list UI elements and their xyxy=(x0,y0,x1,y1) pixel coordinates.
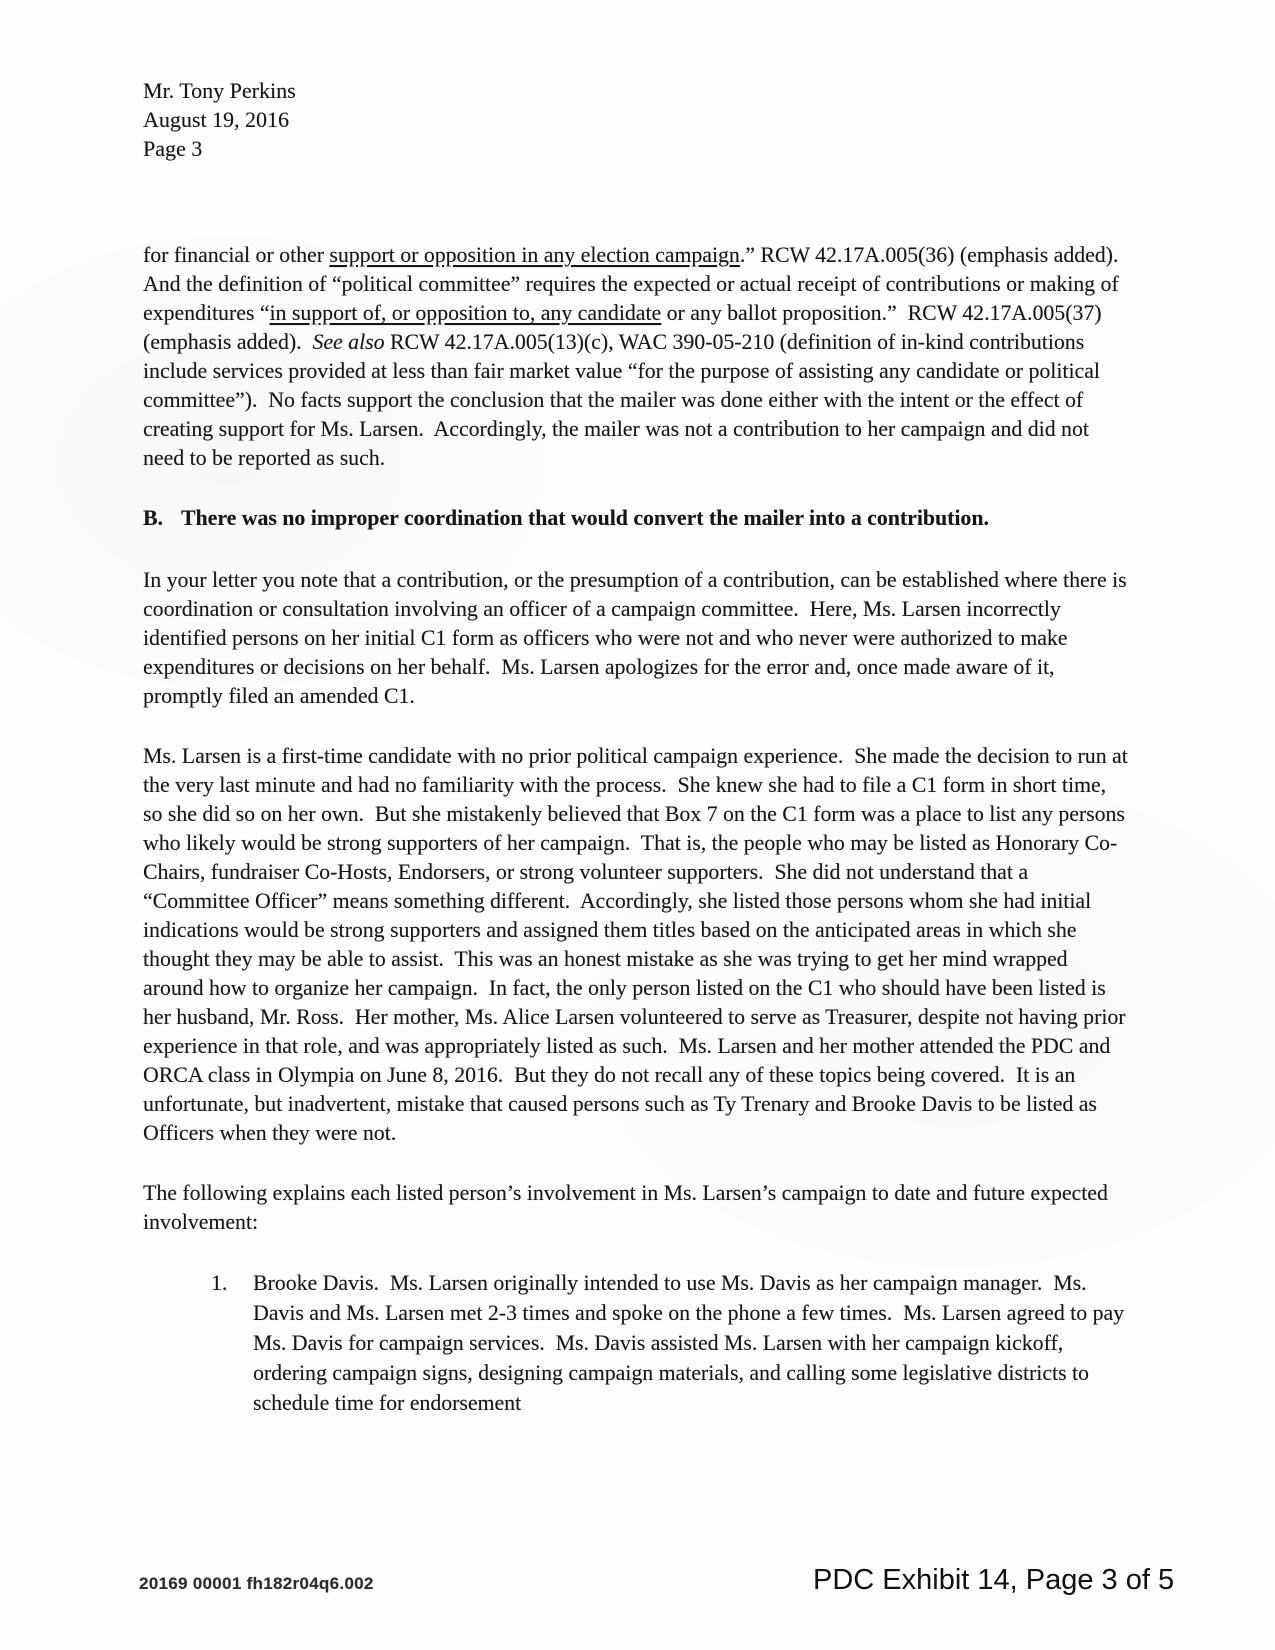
section-title: There was no improper coordination that would convert the mailer into a contribution. xyxy=(181,506,989,530)
paragraph-definitions xyxy=(143,241,1128,473)
bates-number: 20169 00001 fh182r04q6.002 xyxy=(139,1574,374,1593)
text-run-plain: for financial or other xyxy=(143,243,330,267)
exhibit-label: PDC Exhibit 14, Page 3 of 5 xyxy=(813,1564,1175,1596)
involvement-list xyxy=(143,1268,1128,1418)
page-number-line: Page 3 xyxy=(143,136,203,161)
recipient-line: Mr. Tony Perkins xyxy=(143,78,296,103)
letter-header xyxy=(143,76,1128,163)
list-item-brooke-davis xyxy=(211,1268,1128,1418)
letter-content xyxy=(143,76,1134,1418)
paragraph-coordination: In your letter you note that a contribution, or the presumption of a contribution, can be established where there is coordination or consultation involving an officer of a campaign committee. Here, Ms. Larsen incorrectly identified persons on her initial C1 form as officers who were not and who never were authorized to make expenditures or decisions on her behalf. Ms. Larsen apologizes for the error and, once made aware of it, promptly filed an amended C1. xyxy=(143,568,1133,708)
list-item-number: 1. xyxy=(211,1271,228,1295)
text-run-underline: support or opposition in any election campaign xyxy=(329,243,740,267)
text-run-plain: RCW 42.17A.005(13)(c), WAC 390-05-210 (definition of in-kind contributions include services provided at less than fair market value “for the purpose of assisting any candidate or political committee”). No facts support the conclusion that the mailer was done either with the intent or the effect of creating support for Ms. Larsen. Accordingly, the mailer was not a contribution to her campaign and did not need to be reported as such. xyxy=(143,330,1106,470)
date-line: August 19, 2016 xyxy=(143,107,290,132)
text-run-plain: .” RCW 42.17A.005(36) (emphasis added). And the definition of “political committee” requires the expected or actual receipt of contributions or making of expenditures “ xyxy=(143,243,1129,325)
paragraph-involvement-intro: The following explains each listed person’s involvement in Ms. Larsen’s campaign to date and future expected involvement: xyxy=(143,1181,1114,1234)
text-run-italic: See also xyxy=(312,330,385,354)
section-heading-b xyxy=(143,504,1128,533)
section-letter: B. xyxy=(143,506,163,530)
text-run-plain: or any ballot proposition.” RCW 42.17A.005(37)(emphasis added). xyxy=(143,301,1102,354)
list-item-text: Brooke Davis. Ms. Larsen originally intended to use Ms. Davis as her campaign manager. Ms. Davis and Ms. Larsen met 2-3 times and spoke on the phone a few times. Ms. Larsen agreed to pay Ms. Davis for campaign services. Ms. Davis assisted Ms. Larsen with her campaign kickoff, ordering campaign signs, designing campaign materials, and calling some legislative districts to schedule time for endorsement xyxy=(253,1271,1130,1415)
paragraph-first-time-candidate: Ms. Larsen is a first-time candidate with no prior political campaign experience. She made the decision to run at the very last minute and had no familiarity with the process. She knew she had to file a C1 form in short time, so she did so on her own. But she mistakenly believed that Box 7 on the C1 form was a place to list any persons who likely would be strong supporters of her campaign. That is, the people who may be listed as Honorary Co-Chairs, fundraiser Co-Hosts, Endorsers, or strong volunteer supporters. She did not understand that a “Committee Officer” means something different. Accordingly, she listed those persons whom she had initial indications would be strong supporters and assigned them titles based on the anticipated areas in which she thought they may be able to assist. This was an honest mistake as she was trying to get her mind wrapped around how to organize her campaign. In fact, the only person listed on the C1 who should have been listed is her husband, Mr. Ross. Her mother, Ms. Alice Larsen volunteered to serve as Treasurer, despite not having prior experience in that role, and was appropriately listed as such. Ms. Larsen and her mother attended the PDC and ORCA class in Olympia on June 8, 2016. But they do not recall any of these topics being covered. It is an unfortunate, but inadvertent, mistake that caused persons such as Ty Trenary and Brooke Davis to be listed as Officers when they were not. xyxy=(143,744,1134,1145)
text-run-underline: in support of, or opposition to, any candidate xyxy=(269,301,662,325)
